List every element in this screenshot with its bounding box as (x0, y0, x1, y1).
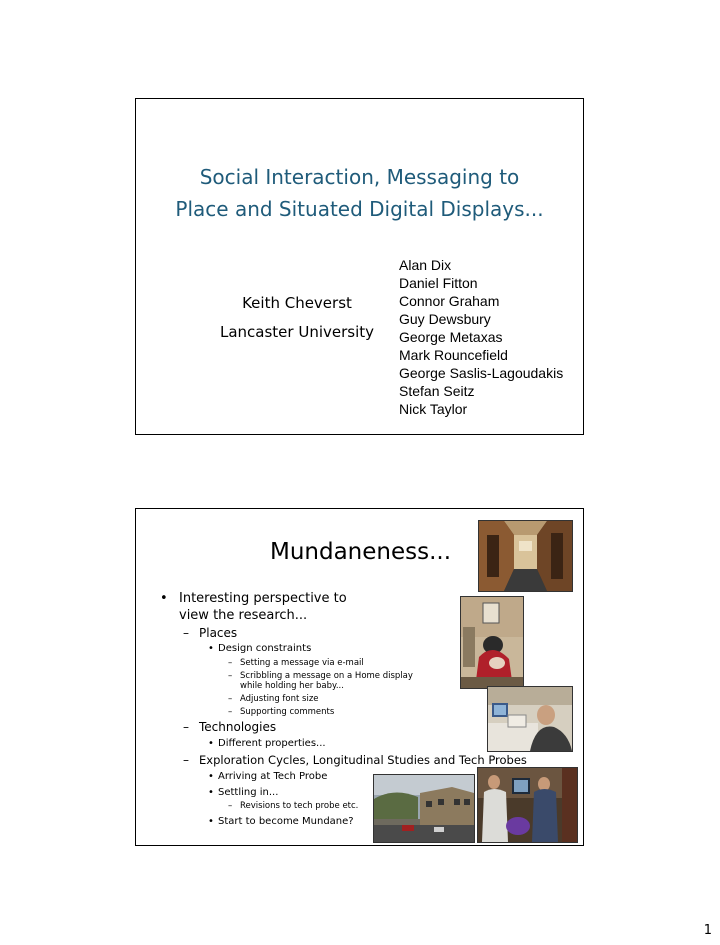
slide-outline (136, 509, 585, 847)
author-name: George Saslis-Lagoudakis (399, 365, 564, 381)
author-name: Daniel Fitton (399, 275, 478, 291)
author-name: Connor Graham (399, 293, 500, 309)
outline-item: Exploration Cycles, Longitudinal Studies and Tech Probes (199, 753, 527, 767)
slide-title: Mundaneness... (269, 539, 452, 565)
presenter-name: Keith Cheverst (242, 294, 352, 312)
outline-item: Places (199, 626, 238, 640)
outline-item: Adjusting font size (240, 694, 319, 704)
outline-bullet: – (228, 658, 233, 668)
outline-bullet: – (228, 707, 233, 717)
author-name: Alan Dix (399, 257, 452, 273)
presenter-organization: Lancaster University (219, 323, 375, 341)
outline-bullet: – (228, 801, 233, 811)
outline-bullet: • (160, 591, 168, 606)
outline-bullet: • (208, 771, 214, 782)
outline-item: Design constraints (218, 643, 312, 654)
slide-title (136, 161, 583, 225)
outline-bullet: • (208, 816, 214, 827)
outline-item: Different properties... (218, 738, 326, 749)
outline-item: Interesting perspective to (179, 591, 347, 606)
author-name: Guy Dewsbury (399, 311, 491, 327)
outline-item: Setting a message via e-mail (240, 658, 364, 668)
outline-bullet: – (183, 753, 189, 767)
author-name: Stefan Seitz (399, 383, 475, 399)
outline-item: Supporting comments (240, 707, 335, 717)
outline-item: view the research... (179, 608, 308, 623)
outline-item: Arriving at Tech Probe (218, 771, 328, 782)
outline-item: Settling in... (218, 787, 279, 798)
author-list (399, 256, 563, 418)
outline-bullet: • (208, 643, 214, 654)
outline-item: Start to become Mundane? (218, 816, 354, 827)
author-name: George Metaxas (399, 329, 503, 345)
mundaneness-slide (135, 508, 584, 846)
outline-bullet: – (228, 671, 233, 681)
title-line-1: Social Interaction, Messaging to (199, 165, 520, 189)
outline-item: while holding her baby... (240, 681, 344, 691)
outline-item: Technologies (199, 720, 277, 734)
outline-item: Scribbling a message on a Home display (240, 671, 413, 681)
author-name: Nick Taylor (399, 401, 468, 417)
outline-bullet: • (208, 738, 214, 749)
author-name: Mark Rouncefield (399, 347, 508, 363)
outline-bullet: • (208, 787, 214, 798)
title-slide (135, 98, 584, 435)
outline-bullet: – (183, 720, 189, 734)
title-line-2: Place and Situated Digital Displays... (175, 197, 544, 221)
page-number: 1 (703, 923, 712, 938)
outline-bullet: – (183, 626, 189, 640)
outline-item: Revisions to tech probe etc. (240, 801, 359, 811)
outline-bullet: – (228, 694, 233, 704)
